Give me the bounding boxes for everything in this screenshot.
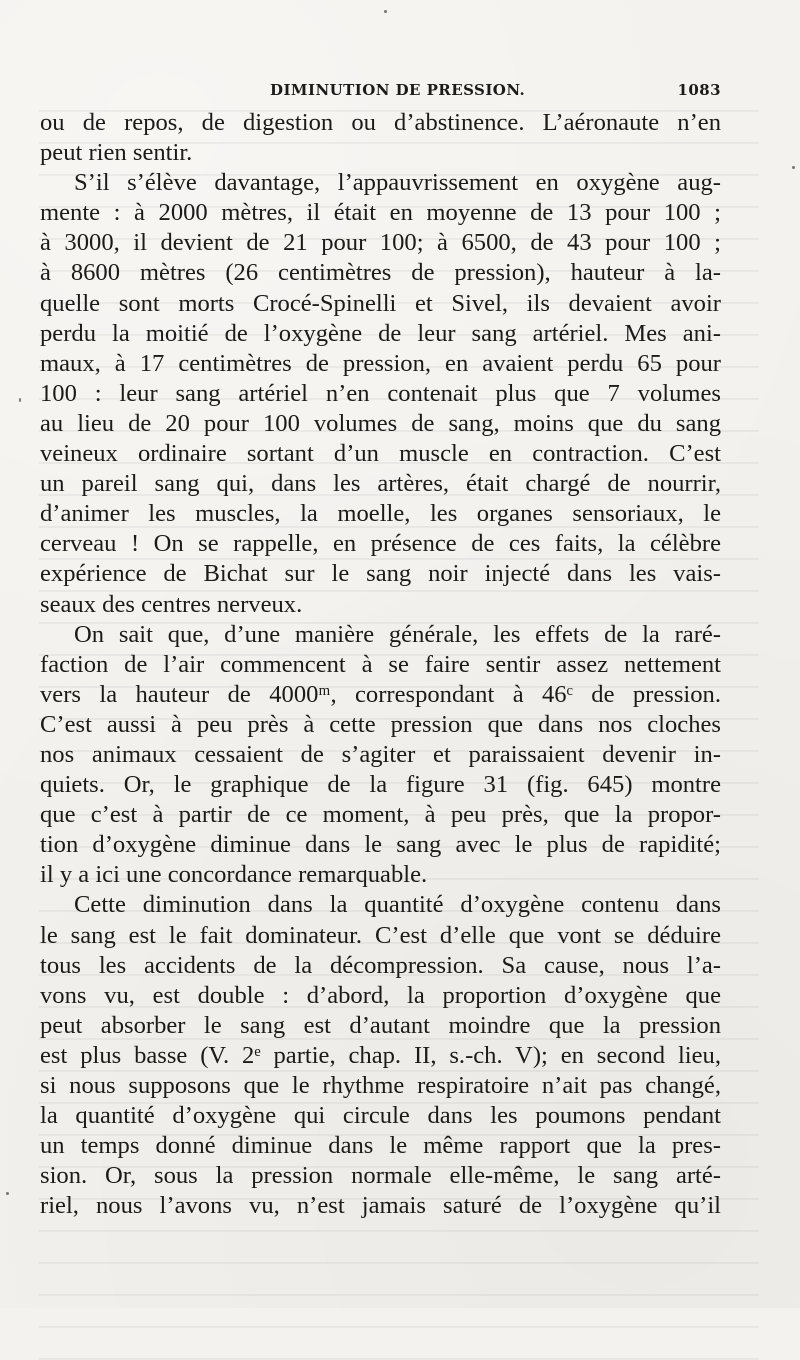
text-line: tous les accidents de la décompression. Sa cause, nous l’a- — [40, 951, 721, 979]
text-line: nos animaux cessaient de s’agiter et paraissaient devenir in- — [40, 740, 721, 768]
text-line: ou de repos, de digestion ou d’abstinence. L’aéronaute n’en — [40, 109, 721, 136]
text-line: mente : à 2000 mètres, il était en moyenne de 13 pour 100 ; — [40, 199, 721, 227]
text-line: peut rien sentir. — [40, 139, 193, 167]
text-line: à 3000, il devient de 21 pour 100; à 6500, de 43 pour 100 ; — [40, 229, 721, 257]
text-line: si nous supposons que le rhythme respiratoire n’ait pas changé, — [40, 1072, 721, 1099]
text-line: Cette diminution dans la quantité d’oxygène contenu dans — [74, 891, 721, 919]
text-line: un pareil sang qui, dans les artères, était chargé de nourrir, — [40, 470, 721, 498]
page-header — [40, 78, 721, 102]
text-line: riel, nous l’avons vu, n’est jamais saturé de l’oxygène qu’il — [40, 1192, 721, 1220]
text-line: perdu la moitié de l’oxygène de leur sang artériel. Mes ani- — [40, 319, 721, 347]
text-line: expérience de Bichat sur le sang noir injecté dans les vais- — [40, 560, 721, 588]
page-number: 1083 — [677, 81, 721, 99]
text-line: sion. Or, sous la pression normale elle-même, le sang arté- — [40, 1162, 721, 1190]
text-line: tion d’oxygène diminue dans le sang avec le plus de rapidité; — [40, 831, 721, 859]
text-line: à 8600 mètres (26 centimètres de pression), hauteur à la- — [40, 259, 721, 287]
text-line: un temps donné diminue dans le même rapport que la pres- — [40, 1132, 721, 1160]
text-line: d’animer les muscles, la moelle, les organes sensoriaux, le — [40, 500, 721, 528]
running-head: DIMINUTION DE PRESSION. — [270, 81, 526, 99]
text-line: S’il s’élève davantage, l’appauvrissement en oxygène aug- — [74, 169, 721, 197]
speck-mark — [6, 1192, 9, 1195]
speck-mark — [19, 398, 21, 402]
text-line: vers la hauteur de 4000ᵐ, correspondant à 46ᶜ de pression. — [40, 680, 721, 708]
text-line: faction de l’air commencent à se faire sentir assez nettement — [40, 650, 721, 678]
text-line: vons vu, est double : d’abord, la proportion d’oxygène que — [40, 981, 721, 1009]
text-line: On sait que, d’une manière générale, les effets de la raré- — [74, 620, 721, 648]
text-line: que c’est à partir de ce moment, à peu près, que la propor- — [40, 801, 721, 829]
body-text — [40, 108, 721, 1221]
text-line: 100 : leur sang artériel n’en contenait plus que 7 volumes — [40, 379, 721, 407]
text-line: la quantité d’oxygène qui circule dans les poumons pendant — [40, 1102, 721, 1130]
speck-mark — [384, 10, 387, 13]
text-line: seaux des centres nerveux. — [40, 590, 303, 618]
text-line: quelle sont morts Crocé-Spinelli et Sivel, ils devaient avoir — [40, 289, 721, 317]
text-line: il y a ici une concordance remarquable. — [40, 861, 428, 889]
text-line: cerveau ! On se rappelle, en présence de ces faits, la célèbre — [40, 530, 721, 558]
text-line: C’est aussi à peu près à cette pression que dans nos cloches — [40, 710, 721, 738]
text-line: est plus basse (V. 2ᵉ partie, chap. II, s.-ch. V); en second lieu, — [40, 1041, 721, 1069]
text-line: maux, à 17 centimètres de pression, en avaient perdu 65 pour — [40, 349, 721, 377]
speck-mark — [792, 166, 795, 169]
text-line: le sang est le fait dominateur. C’est d’elle que vont se déduire — [40, 921, 721, 949]
text-line: peut absorber le sang est d’autant moindre que la pression — [40, 1011, 721, 1039]
text-line: veineux ordinaire sortant d’un muscle en contraction. C’est — [40, 440, 721, 468]
text-line: au lieu de 20 pour 100 volumes de sang, moins que du sang — [40, 409, 721, 437]
text-line: quiets. Or, le graphique de la figure 31 (fig. 645) montre — [40, 771, 721, 799]
